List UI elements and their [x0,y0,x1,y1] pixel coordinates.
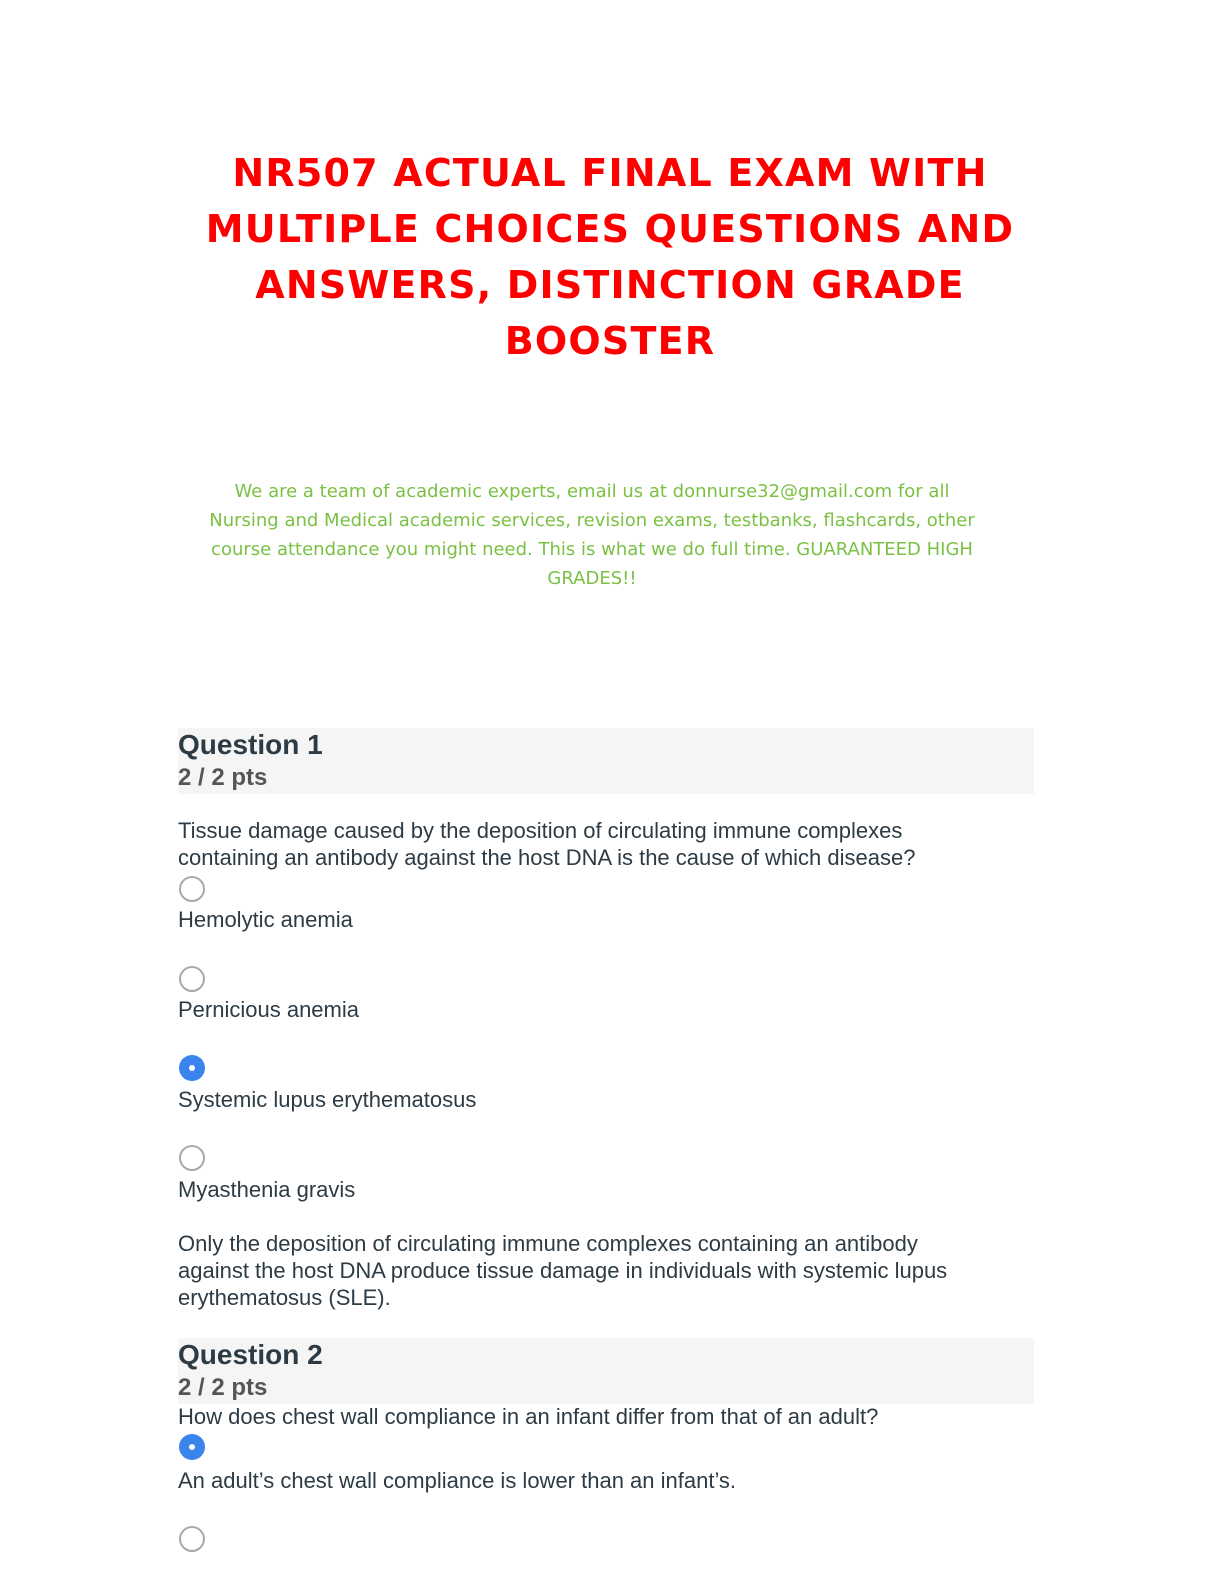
question-title: Question 1 [178,729,323,760]
answer-explanation [178,1230,1028,1311]
explanation-line: against the host DNA produce tissue damage in individuals with systemic lupus [178,1258,948,1283]
question-text-line: How does chest wall compliance in an infant differ from that of an adult? [178,1404,879,1429]
question-title: Question 2 [178,1339,323,1370]
question-1-text [178,817,1018,871]
answer-label: Hemolytic anemia [178,907,353,932]
title-line: NR507 ACTUAL FINAL EXAM WITH [232,151,988,195]
question-2-text [178,1403,1018,1430]
question-points: 2 / 2 pts [178,1374,268,1401]
document-title [150,145,1070,369]
explanation-line: Only the deposition of circulating immune complexes containing an antibody [178,1231,918,1256]
title-line: BOOSTER [504,319,716,363]
answer-label: Systemic lupus erythematosus [178,1087,477,1112]
question-1-header [178,728,1034,794]
answer-label: An adult’s chest wall compliance is lower than an infant’s. [178,1468,737,1493]
question-text-line: containing an antibody against the host DNA is the cause of which disease? [178,845,916,870]
promo-line: Nursing and Medical academic services, revision exams, testbanks, flashcards, other [209,510,975,531]
promo-line: GRADES!! [547,568,637,589]
title-line: ANSWERS, DISTINCTION GRADE [255,263,965,307]
answer-label: Pernicious anemia [178,997,359,1022]
promo-line: We are a team of academic experts, email us at donnurse32@gmail.com for all [234,481,950,502]
answer-radio[interactable] [179,1526,205,1552]
promo-line: course attendance you might need. This is what we do full time. GUARANTEED HIGH [211,539,973,560]
answer-radio[interactable] [179,876,205,902]
promo-text [170,477,1014,593]
question-2-header [178,1338,1034,1404]
answer-radio[interactable] [179,1145,205,1171]
answer-radio-selected[interactable] [179,1434,205,1460]
question-text-line: Tissue damage caused by the deposition of circulating immune complexes [178,818,903,843]
title-line: MULTIPLE CHOICES QUESTIONS AND [205,207,1015,251]
explanation-line: erythematosus (SLE). [178,1285,391,1310]
question-points: 2 / 2 pts [178,764,268,791]
answer-radio[interactable] [179,966,205,992]
answer-label: Myasthenia gravis [178,1177,356,1202]
answer-radio-selected[interactable] [179,1055,205,1081]
